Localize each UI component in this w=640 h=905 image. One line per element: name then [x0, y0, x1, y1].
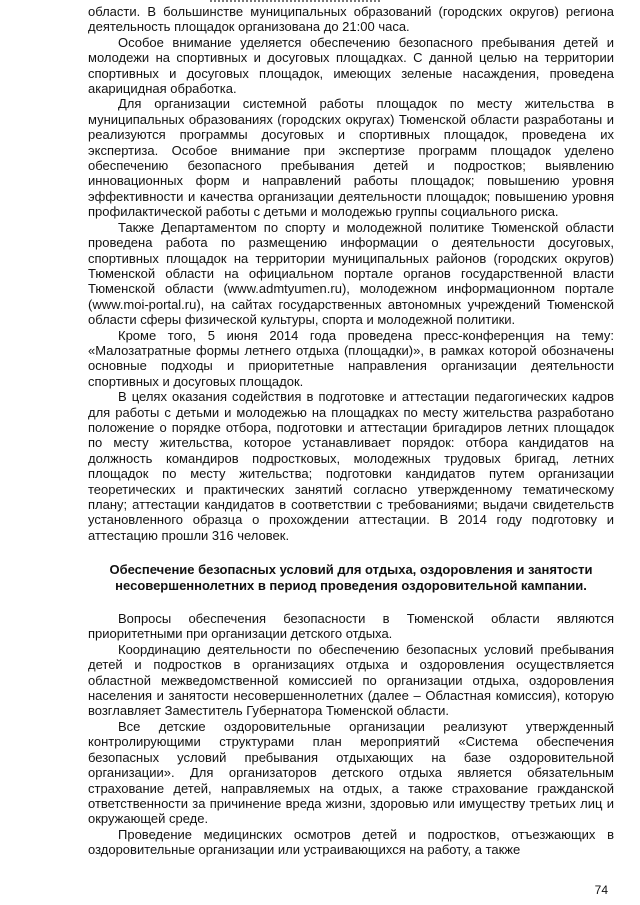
paragraph-security-priority: Вопросы обеспечения безопасности в Тюменской области являются приоритетными при организации детского отдыха.	[88, 611, 614, 642]
paragraph-medical-exams: Проведение медицинских осмотров детей и подростков, отъезжающих в оздоровительные организации или устраивающихся на работу, а также	[88, 826, 614, 858]
paragraph-training: В целях оказания содействия в подготовке и аттестации педагогических кадров для работы с детьми и молодежью на площадках по месту жительства разработано положение о порядке отбора, подготовки и аттестации бригадиров летних площадок по месту жительства, которое устанавливает порядок: отбора кандидатов на должность командиров подростковых, молодежных трудовых бригад, летних площадок по месту жительства; подготовки кандидатов путем организации теоретических и практических занятий согласно утвержденному тематическому плану; аттестации кандидатов в соответствии с требованиями; выдачи свидетельств установленного образца о прохождении аттестации. В 2014 году подготовку и аттестацию прошли 316 человек.	[88, 389, 614, 543]
paragraph-continuation: области. В большинстве муниципальных образований (городских округов) региона деятельность площадок организована до 21:00 часа.	[88, 4, 614, 35]
paragraph-programs: Для организации системной работы площадок по месту жительства в муниципальных образованиях (городских округах) Тюменской области разработаны и реализуются программы досуговых и спортивных площадок, проведена их экспертиза. Особое внимание при экспертизе программ площадок уделено обеспечению безопасного пребывания детей и подростков; выявлению инновационных форм и направлений работы площадок; повышению уровня эффективности и качества организации деятельности площадок; повышению уровня профилактической работы с детьми и молодежью группы социального риска.	[88, 96, 614, 220]
paragraph-safety: Особое внимание уделяется обеспечению безопасного пребывания детей и молодежи на спортивных и досуговых площадках. С данной целью на территории спортивных и досуговых площадок, имеющих зеленые насаждения, проведена акарицидная обработка.	[88, 34, 614, 97]
paragraph-measures-plan: Все детские оздоровительные организации реализуют утвержденный контролирующими структурами план мероприятий «Система обеспечения безопасных условий пребывания отдыхающих на базе оздоровительной организации». Для организаторов детского отдыха является обязательным страхование детей, направляемых на отдых, а также страхование гражданской ответственности за причинение вреда жизни, здоровью или имуществу третьих лиц и окружающей среде.	[88, 718, 614, 827]
top-edge-fragment	[210, 0, 380, 5]
paragraph-coordination: Координацию деятельности по обеспечению безопасных условий пребывания детей и подростков в организациях отдыха и оздоровления осуществляется областной межведомственной комиссией по организации отдыха, оздоровления населения и занятости несовершеннолетних (далее – Областная комиссия), которую возглавляет Заместитель Губернатора Тюменской области.	[88, 641, 614, 719]
page-number: 74	[594, 883, 608, 897]
paragraph-press-conference: Кроме того, 5 июня 2014 года проведена пресс-конференция на тему: «Малозатратные формы летнего отдыха (площадки)», в рамках которой обозначены основные подходы и приоритетные направления организации деятельности спортивных и досуговых площадок.	[88, 327, 614, 389]
section-heading-line-2: несовершеннолетних в период проведения оздоровительной кампании.	[115, 577, 587, 593]
paragraph-information: Также Департаментом по спорту и молодежной политике Тюменской области проведена работа по размещению информации о деятельности досуговых, спортивных площадок на территории муниципальных районов (городских округов) Тюменской области на официальном портале органов государственной власти Тюменской области (www.admtyumen.ru), молодежном информационном портале (www.moi-portal.ru), на сайтах государственных автономных учреждений Тюменской области сферы физической культуры, спорта и молодежной политики.	[88, 219, 614, 328]
section-heading	[88, 562, 614, 593]
section-heading-line-1: Обеспечение безопасных условий для отдыха, оздоровления и занятости	[109, 562, 593, 578]
